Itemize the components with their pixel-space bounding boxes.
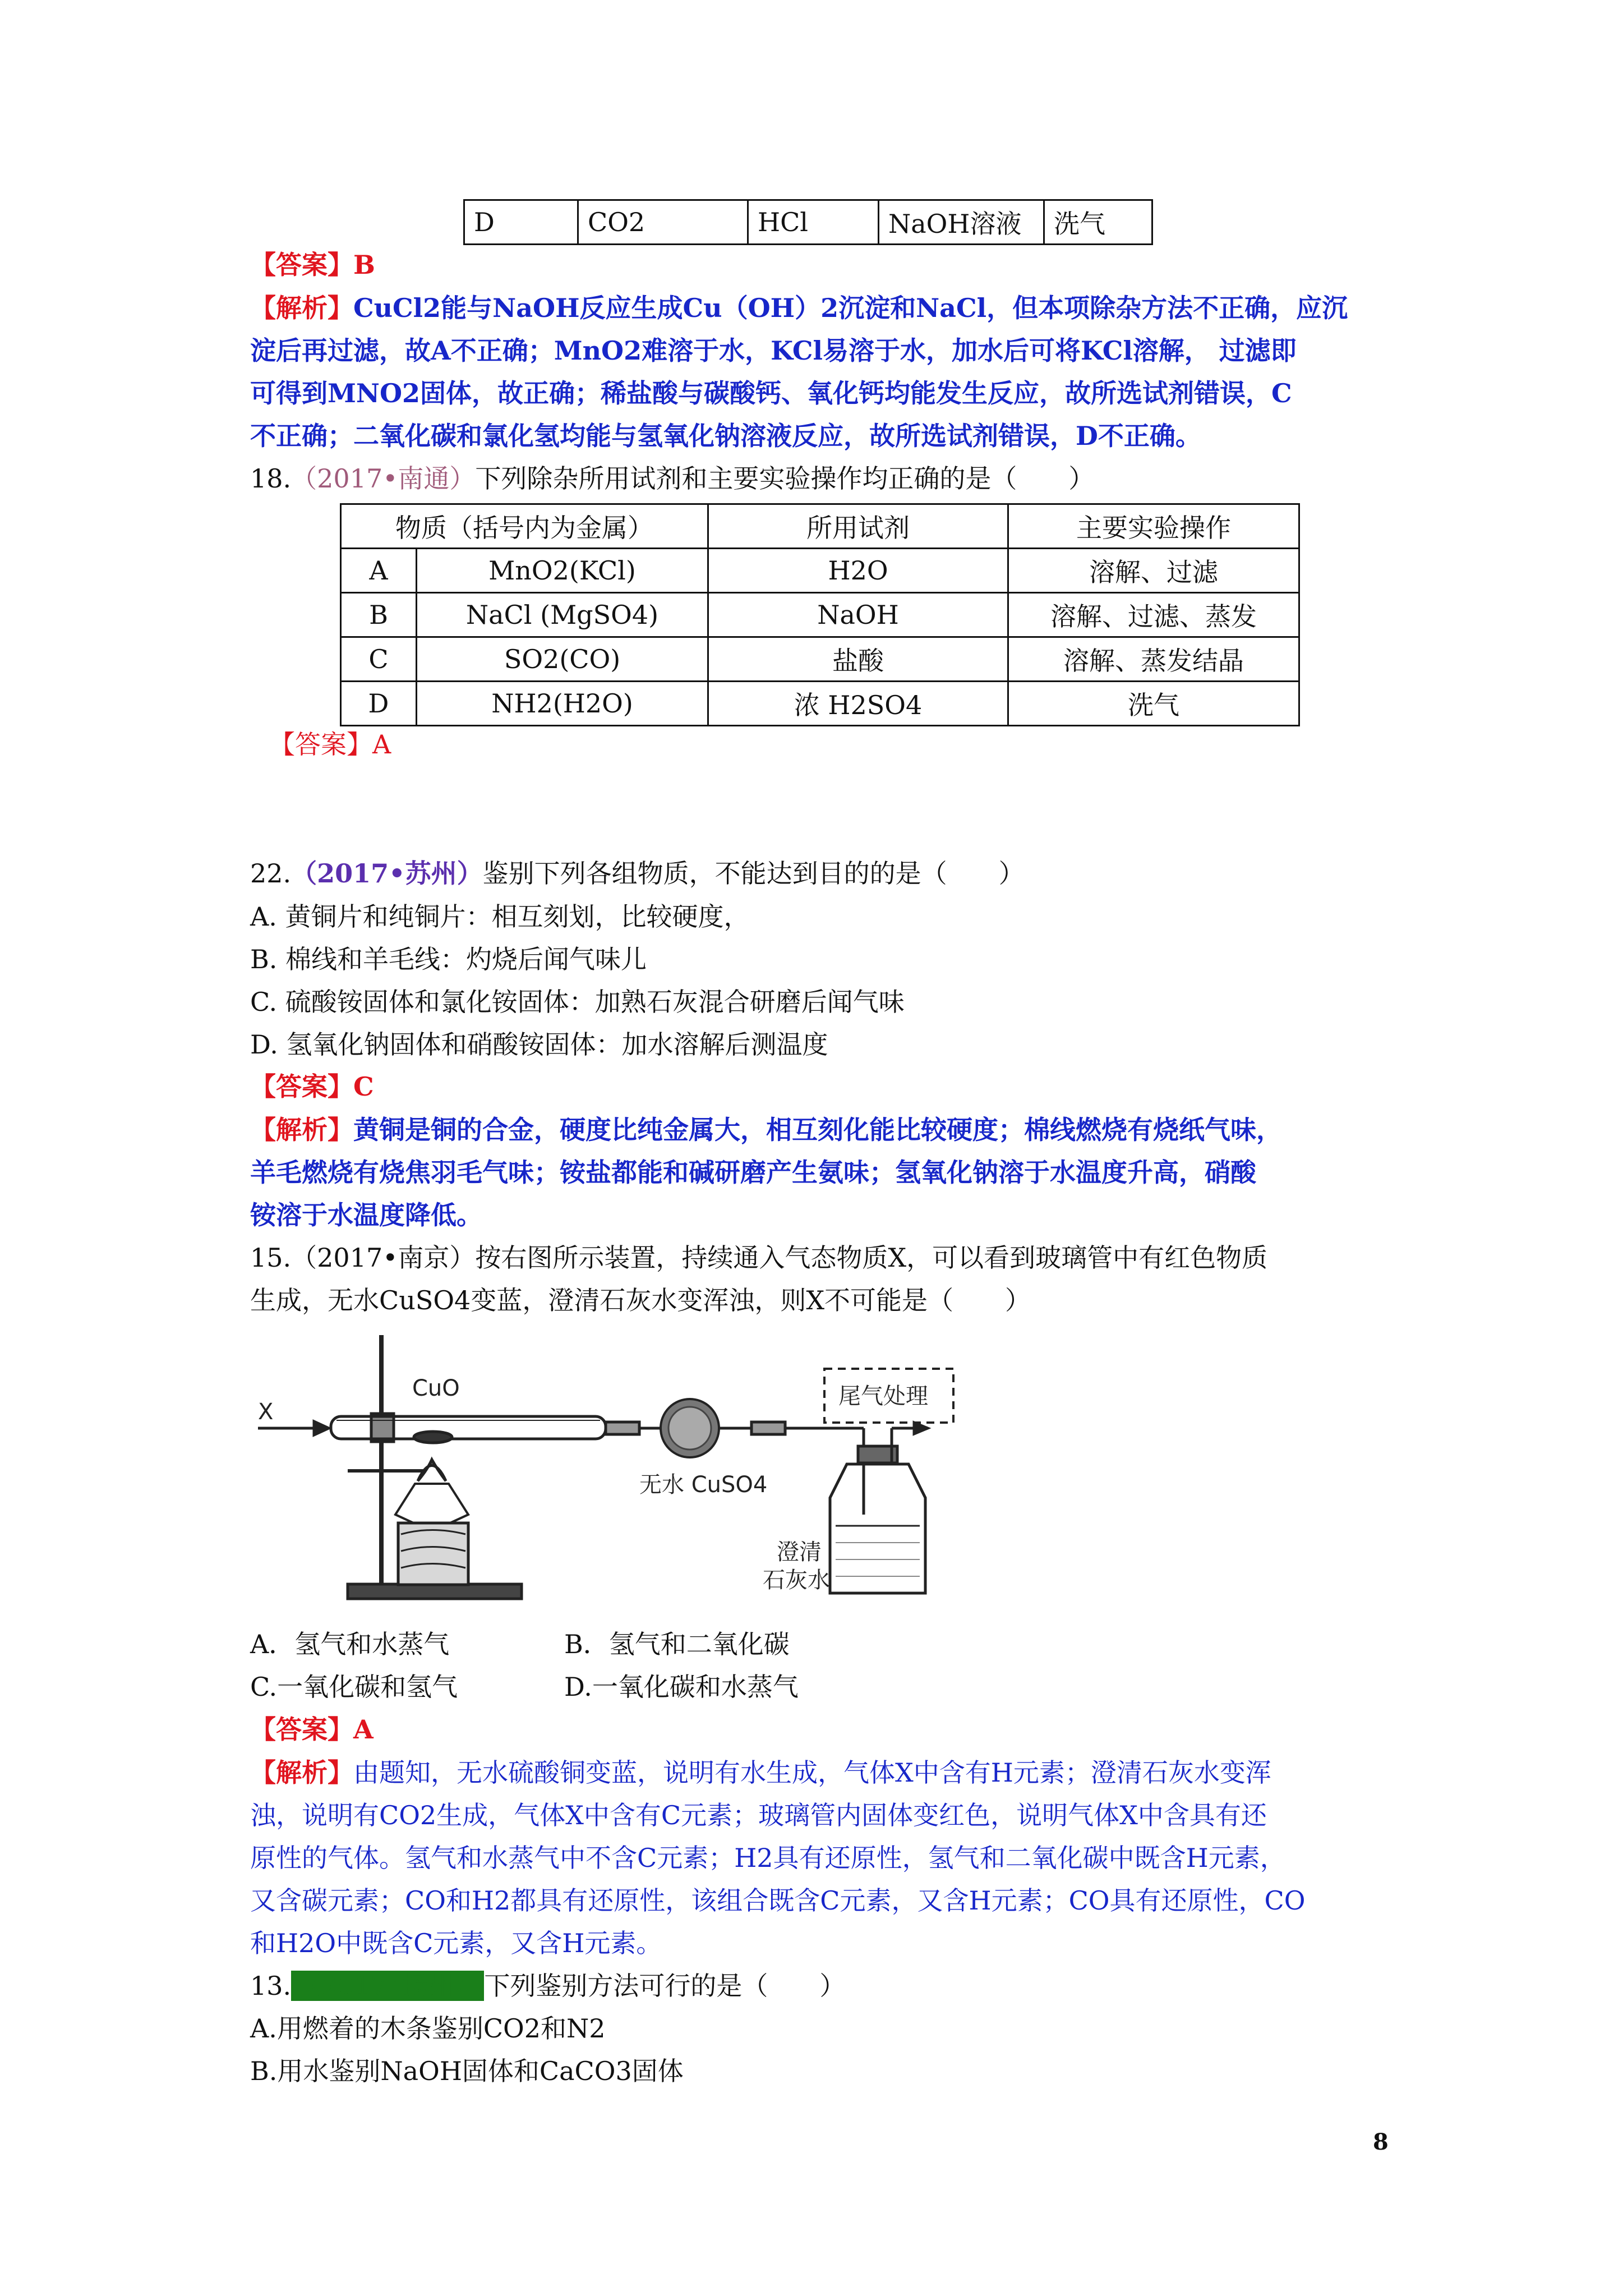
option-13-a: A.用燃着的木条鉴别CO2和N2 [250,2013,606,2044]
question-18: 18.（2017•南通）下列除杂所用试剂和主要实验操作均正确的是（ ） [250,463,1095,494]
option-22-a: A. 黄铜片和纯铜片：相互刻划，比较硬度， [250,901,750,932]
table-18 [340,503,1300,726]
option-22-d: D. 氢氧化钠固体和硝酸铵固体：加水溶解后测温度 [250,1029,828,1060]
answer-15: 【答案】A [250,1714,374,1745]
answer-18: 【答案】A [269,729,391,760]
svg-text:X: X [258,1399,274,1425]
svg-text:尾气处理: 尾气处理 [838,1383,928,1409]
option-22-c: C. 硫酸铵固体和氯化铵固体：加熟石灰混合研磨后闻气味 [250,987,905,1017]
table-row: C SO2(CO) 盐酸 溶解、蒸发结晶 [341,637,1299,682]
svg-text:无水 CuSO4: 无水 CuSO4 [639,1472,768,1498]
table-row: A MnO2(KCl) H2O 溶解、过滤 [341,549,1299,593]
option-15-a: A．氢气和水蒸气 [250,1629,450,1659]
answer-17: 【答案】B [250,250,375,280]
question-15-line-2: 生成，无水CuSO4变蓝，澄清石灰水变浑浊，则X不可能是（ ） [250,1285,1031,1315]
table-header-row: 物质（括号内为金属） 所用试剂 主要实验操作 [341,504,1299,549]
answer-22: 【答案】C [250,1071,374,1102]
top-table [463,199,1153,245]
table-row: D CO2 HCl NaOH溶液 洗气 [464,200,1152,245]
svg-text:澄清: 澄清 [777,1539,822,1565]
page-number: 8 [1373,2129,1389,2155]
svg-text:石灰水: 石灰水 [763,1567,830,1593]
option-15-b: B．氢气和二氧化碳 [564,1629,790,1659]
question-15-line-1: 15.（2017•南京）按右图所示装置，持续通入气态物质X，可以看到玻璃管中有红色物质 [250,1243,1268,1273]
table-row: B NaCl (MgSO4) NaOH 溶解、过滤、蒸发 [341,593,1299,637]
apparatus-figure [247,1329,965,1610]
option-22-b: B. 棉线和羊毛线：灼烧后闻气味儿 [250,944,647,974]
option-13-b: B.用水鉴别NaOH固体和CaCO3固体 [250,2056,684,2086]
option-15-d: D.一氧化碳和水蒸气 [564,1672,799,1702]
svg-text:CuO: CuO [412,1375,460,1401]
table-row: D NH2(H2O) 浓 H2SO4 洗气 [341,682,1299,726]
question-22: 22.（2017•苏州）鉴别下列各组物质，不能达到目的的是（ ） [250,858,1025,889]
option-15-c: C.一氧化碳和氢气 [250,1672,458,1702]
question-13: 13. （2017•扬州） 下列鉴别方法可行的是（ ） [250,1971,846,2001]
